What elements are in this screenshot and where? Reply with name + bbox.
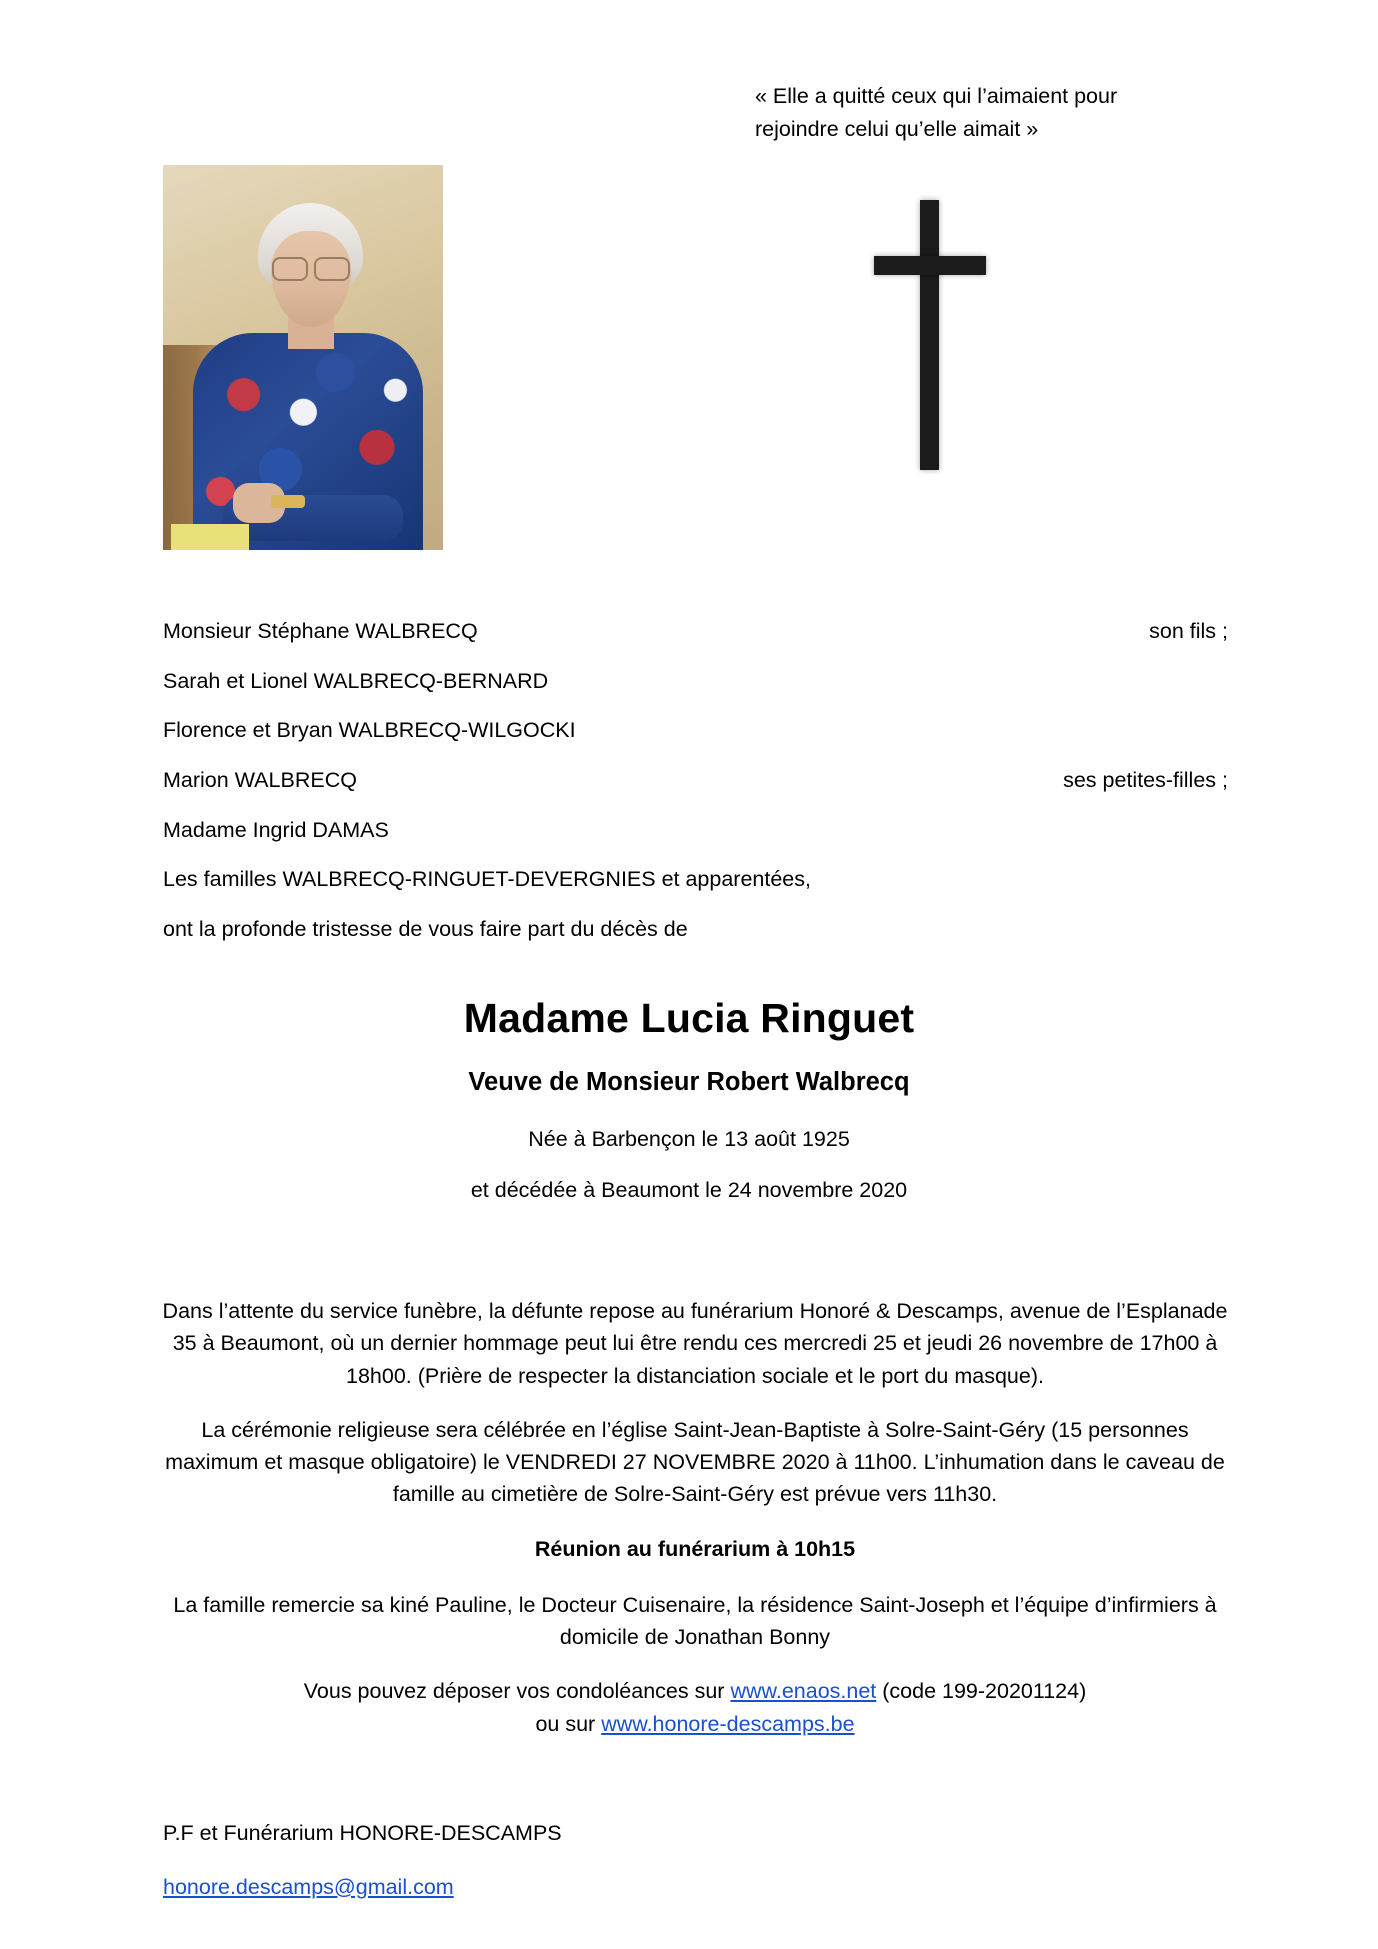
condolences-link-honore-descamps[interactable]: www.honore-descamps.be: [601, 1711, 855, 1736]
page-title: Madame Lucia Ringuet: [463, 995, 915, 1041]
list-item: [163, 769, 1228, 793]
family-member-name: Florence et Bryan WALBRECQ-WILGOCKI: [163, 718, 576, 743]
funeral-home-name: P.F et Funérarium HONORE-DESCAMPS: [163, 1821, 562, 1845]
family-members-families: Les familles WALBRECQ-RINGUET-DEVERGNIES et apparentées,: [163, 867, 811, 892]
memorial-quote: « Elle a quitté ceux qui l’aimaient pour rejoindre celui qu’elle aimait »: [755, 84, 1118, 142]
christian-cross-icon: [870, 200, 990, 470]
gathering-time: Réunion au funérarium à 10h15: [534, 1536, 856, 1561]
service-details: [160, 1295, 1230, 1762]
family-member-name: Madame Ingrid DAMAS: [163, 817, 389, 842]
photo-watch: [271, 495, 305, 508]
funeral-home-email-link[interactable]: honore.descamps@gmail.com: [163, 1874, 454, 1899]
list-item: [163, 819, 1228, 843]
family-list: [163, 620, 1228, 967]
cross-horizontal-bar: [874, 256, 986, 275]
condolences-code: (code 199-20201124): [876, 1679, 1087, 1704]
viewing-paragraph: Dans l’attente du service funèbre, la défunte repose au funérarium Honoré & Descamps, avenue de l’Esplanade 35 à Beaumont, où un dernier hommage peut lui être rendu ces mercredi 25 et jeudi 26 novembre de 17h00 à 18h00. (Prière de respecter la distanciation sociale et le port du masque).: [162, 1299, 1228, 1388]
condolences-link-enaos[interactable]: www.enaos.net: [730, 1679, 877, 1704]
family-relation: ses petites-filles ;: [1063, 767, 1228, 792]
deceased-birth: Née à Barbençon le 13 août 1925: [528, 1127, 850, 1151]
list-item: [163, 670, 1228, 694]
condolences-prefix: Vous pouvez déposer vos condoléances sur: [303, 1679, 731, 1704]
deceased-block: [0, 995, 1378, 1229]
ceremony-paragraph: La cérémonie religieuse sera célébrée en l’église Saint-Jean-Baptiste à Solre-Saint-Géry (15 personnes maximum et masque obligatoire) le VENDREDI 27 NOVEMBRE 2020 à 11h00. L’inhumation dans le caveau de famille au cimetière de Solre-Saint-Géry est prévue vers 11h30.: [165, 1417, 1225, 1507]
photo-glasses: [270, 257, 352, 277]
list-item: [163, 719, 1228, 743]
deceased-death: et décédée à Beaumont le 24 novembre 2020: [470, 1178, 908, 1202]
announcement-intro: [163, 918, 1228, 942]
condolences-paragraph: [160, 1675, 1230, 1740]
portrait-photo: [163, 165, 443, 550]
family-member-name: Marion WALBRECQ: [163, 767, 357, 792]
list-item: [163, 620, 1228, 644]
family-relation: son fils ;: [1149, 619, 1228, 643]
footer: [163, 1822, 1063, 1899]
family-member-name: Sarah et Lionel WALBRECQ-BERNARD: [163, 668, 549, 693]
list-item: [163, 868, 1228, 892]
cross-vertical-bar: [920, 200, 939, 470]
photo-yellow-object: [171, 524, 249, 550]
announcement-intro-text: ont la profonde tristesse de vous faire part du décès de: [163, 916, 688, 941]
family-member-name: Monsieur Stéphane WALBRECQ: [163, 619, 478, 643]
alt-prefix: ou sur: [535, 1711, 602, 1736]
thanks-paragraph: La famille remercie sa kiné Pauline, le Docteur Cuisenaire, la résidence Saint-Joseph et l’équipe d’infirmiers à domicile de Jonathan Bonny: [173, 1592, 1217, 1649]
deceased-spouse: Veuve de Monsieur Robert Walbrecq: [468, 1068, 910, 1096]
